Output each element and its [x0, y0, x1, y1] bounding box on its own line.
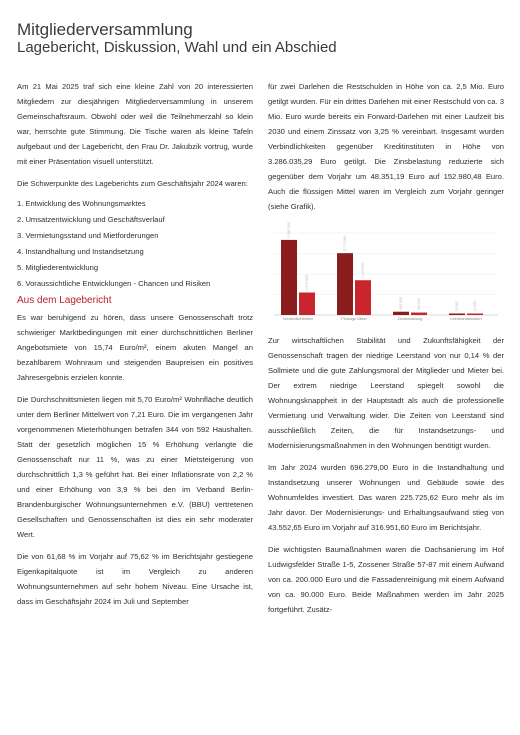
chart-bar [393, 312, 409, 315]
list-item: 6. Voraussichtliche Entwicklungen - Chancen und Risiken [17, 279, 211, 288]
paragraph: für zwei Darlehen die Restschulden in Höhe von ca. 2,5 Mio. Euro getilgt wurden. Für ein drittes Darlehen mit einer Restschuld von ca. 3 Mio. Euro wurde bereits ein Forward-Darlehen mit einer Laufzeit bis 2030 und einem Zinssatz von 3,25 % vereinbart. Insgesamt wurden Verbindlichkeiten gegenüber Kreditinstituten in Höhe von 3.286.035,29 Euro getilgt. Die Zinsbelastung reduzierte sich gegenüber dem Vorjahr um 48.351,19 Euro auf 152.980,48 Euro. Auch die flüssigen Mittel waren im Vergleich zum Vorjahr geringer (siehe Grafik). [268, 82, 504, 211]
finance-bar-chart [268, 221, 504, 325]
paragraph: Zur wirtschaftlichen Stabilität und Zukunftsfähigkeit der Genossenschaft tragen der niedrige Leerstand von nur 0,14 % der Sollmiete und die gute Zahlungsmoral der Mitglieder und Mieter bei. Der extrem niedrige Leerstand spiegelt sowohl die Wohnungsknappheit in der Hauptstadt als auch die professionelle Vermietung und Verwaltung wider. Die Zeiten von Leerstand sind ausschließlich Zeiten, die für Instandsetzungs- und Modernisierungsmaßnahmen in den Wohnungen benötigt wurden. [268, 336, 504, 450]
paragraph: Die von 61,68 % im Vorjahr auf 75,62 % im Berichtsjahr gestiegene Eigenkapitalquote ist im Vergleich zu anderen Wohnungsunternehmen auf sehr hohem Niveau. Eine Ursache ist, dass im Geschäftsjahr 2024 im Juli und September [17, 552, 253, 606]
left-column [17, 79, 253, 616]
bar-value-label: 10.000 [473, 300, 477, 312]
chart-svg [268, 221, 504, 325]
page-subtitle: Lagebericht, Diskussion, Wahl und ein Abschied [17, 39, 337, 56]
right-column [268, 79, 504, 624]
bar-value-label: 1.370.000 [305, 274, 309, 291]
paragraph: Im Jahr 2024 wurden 696.279,00 Euro in die Instandhaltung und Instandsetzung unserer Wohnungen und Gebäude sowie des Wohnumfeldes investiert. Das waren 225.725,62 Euro mehr als im Jahr davor. Der Modernisierungs- und Erhaltungsaufwand stieg von 43.552,65 Euro im Vorjahr auf 316.951,60 Euro im Berichtsjahr. [268, 463, 504, 532]
x-tick-label: Zinsbelastung [397, 316, 423, 321]
x-tick-label: Leerstandskosten [450, 316, 482, 321]
paragraph: Es war beruhigend zu hören, dass unsere Genossenschaft trotz schwieriger Marktbedingungen mit einer durchschnittlichen Berliner Angebotsmiete von 15,74 Euro/m², einem akuten Mangel an bezahlbarem Wohnraum und steigenden Baupreisen ein positives Jahresergebnis erzielen konnte. [17, 313, 253, 382]
bar-value-label: 4.580.000 [287, 222, 291, 238]
page-title: Mitgliederversammlung [17, 20, 193, 39]
chart-bar [281, 240, 297, 315]
list-item: 4. Instandhaltung und Instandsetzung [17, 247, 144, 256]
chart-bar [337, 253, 353, 315]
bar-value-label: 150.000 [417, 297, 421, 311]
paragraph: Am 21 Mai 2025 traf sich eine kleine Zahl von 20 interessierten Mitgliedern zur diesjährigen Mitgliederversammlung in unserem Gemeinschaftsraum. Obwohl oder weil die Teilnehmerzahl so klein war, herrschte gute Stimmung. Die Tische waren als kleine Tafeln aufgebaut und der Lagebericht, den Frau Dr. Jakubzik vortrug, wurde mit einer Präsentation visuell unterstützt. [17, 82, 253, 166]
x-tick-label: Verbindlichkeiten [282, 316, 314, 321]
paragraph: Die Durchschnittsmieten liegen mit 5,70 Euro/m² Wohnfläche deutlich unter dem Berliner Mittelwert von 7,21 Euro. Die im vergangenen Jahr vorgenommenen Mieterhöhungen betrafen 344 von 592 Haushalten. Statt der gesetzlich möglichen 15 % Erhöhung verlangte die Genossenschaft nur 11 %, was zu einer Mietsteigerung von durchschnittlich 1,3 % geführt hat. Bei einer Inflationsrate von 2,2 % und einer Erhöhung von 3,9 % bei den im Verband Berlin-Brandenburgischer Wohnungsunternehmen e.V. (BBU) vertretenen Gesellschaften und Genossenschaften ist dies ein sehr moderater Wert. [17, 395, 253, 539]
focus-list [17, 198, 253, 289]
chart-bar [467, 314, 483, 316]
bar-value-label: 2.120.000 [361, 262, 365, 279]
chart-bar [449, 314, 465, 316]
chart-bar [299, 293, 315, 315]
list-item: 3. Vermietungsstand und Mietforderungen [17, 231, 159, 240]
section-heading: Aus dem Lagebericht [17, 295, 112, 306]
paragraph: Die wichtigsten Baumaßnahmen waren die Dachsanierung im Hof Ludwigsfelder Straße 1-5, Zossener Straße 57-87 mit einem Aufwand von ca. 200.000 Euro und die Fassadenreinigung mit einem Aufwand von ca. 90.000 Euro. Beide Maßnahmen werden im Jahr 2025 fortgeführt. Zusätz- [268, 545, 504, 614]
bar-value-label: 3.770.000 [343, 235, 347, 252]
chart-bar [355, 280, 371, 315]
chart-bar [411, 313, 427, 315]
bar-value-label: 200.000 [399, 297, 403, 310]
x-tick-label: Flüssige Mittel [341, 316, 367, 321]
paragraph: Die Schwerpunkte des Lageberichts zum Geschäftsjahr 2024 waren: [17, 179, 248, 188]
list-item: 2. Umsatzentwicklung und Geschäftsverlauf [17, 215, 165, 224]
list-item: 5. Mitgliederentwicklung [17, 263, 99, 272]
list-item: 1. Entwicklung des Wohnungsmarktes [17, 199, 146, 208]
bar-value-label: 10.000 [455, 300, 459, 312]
